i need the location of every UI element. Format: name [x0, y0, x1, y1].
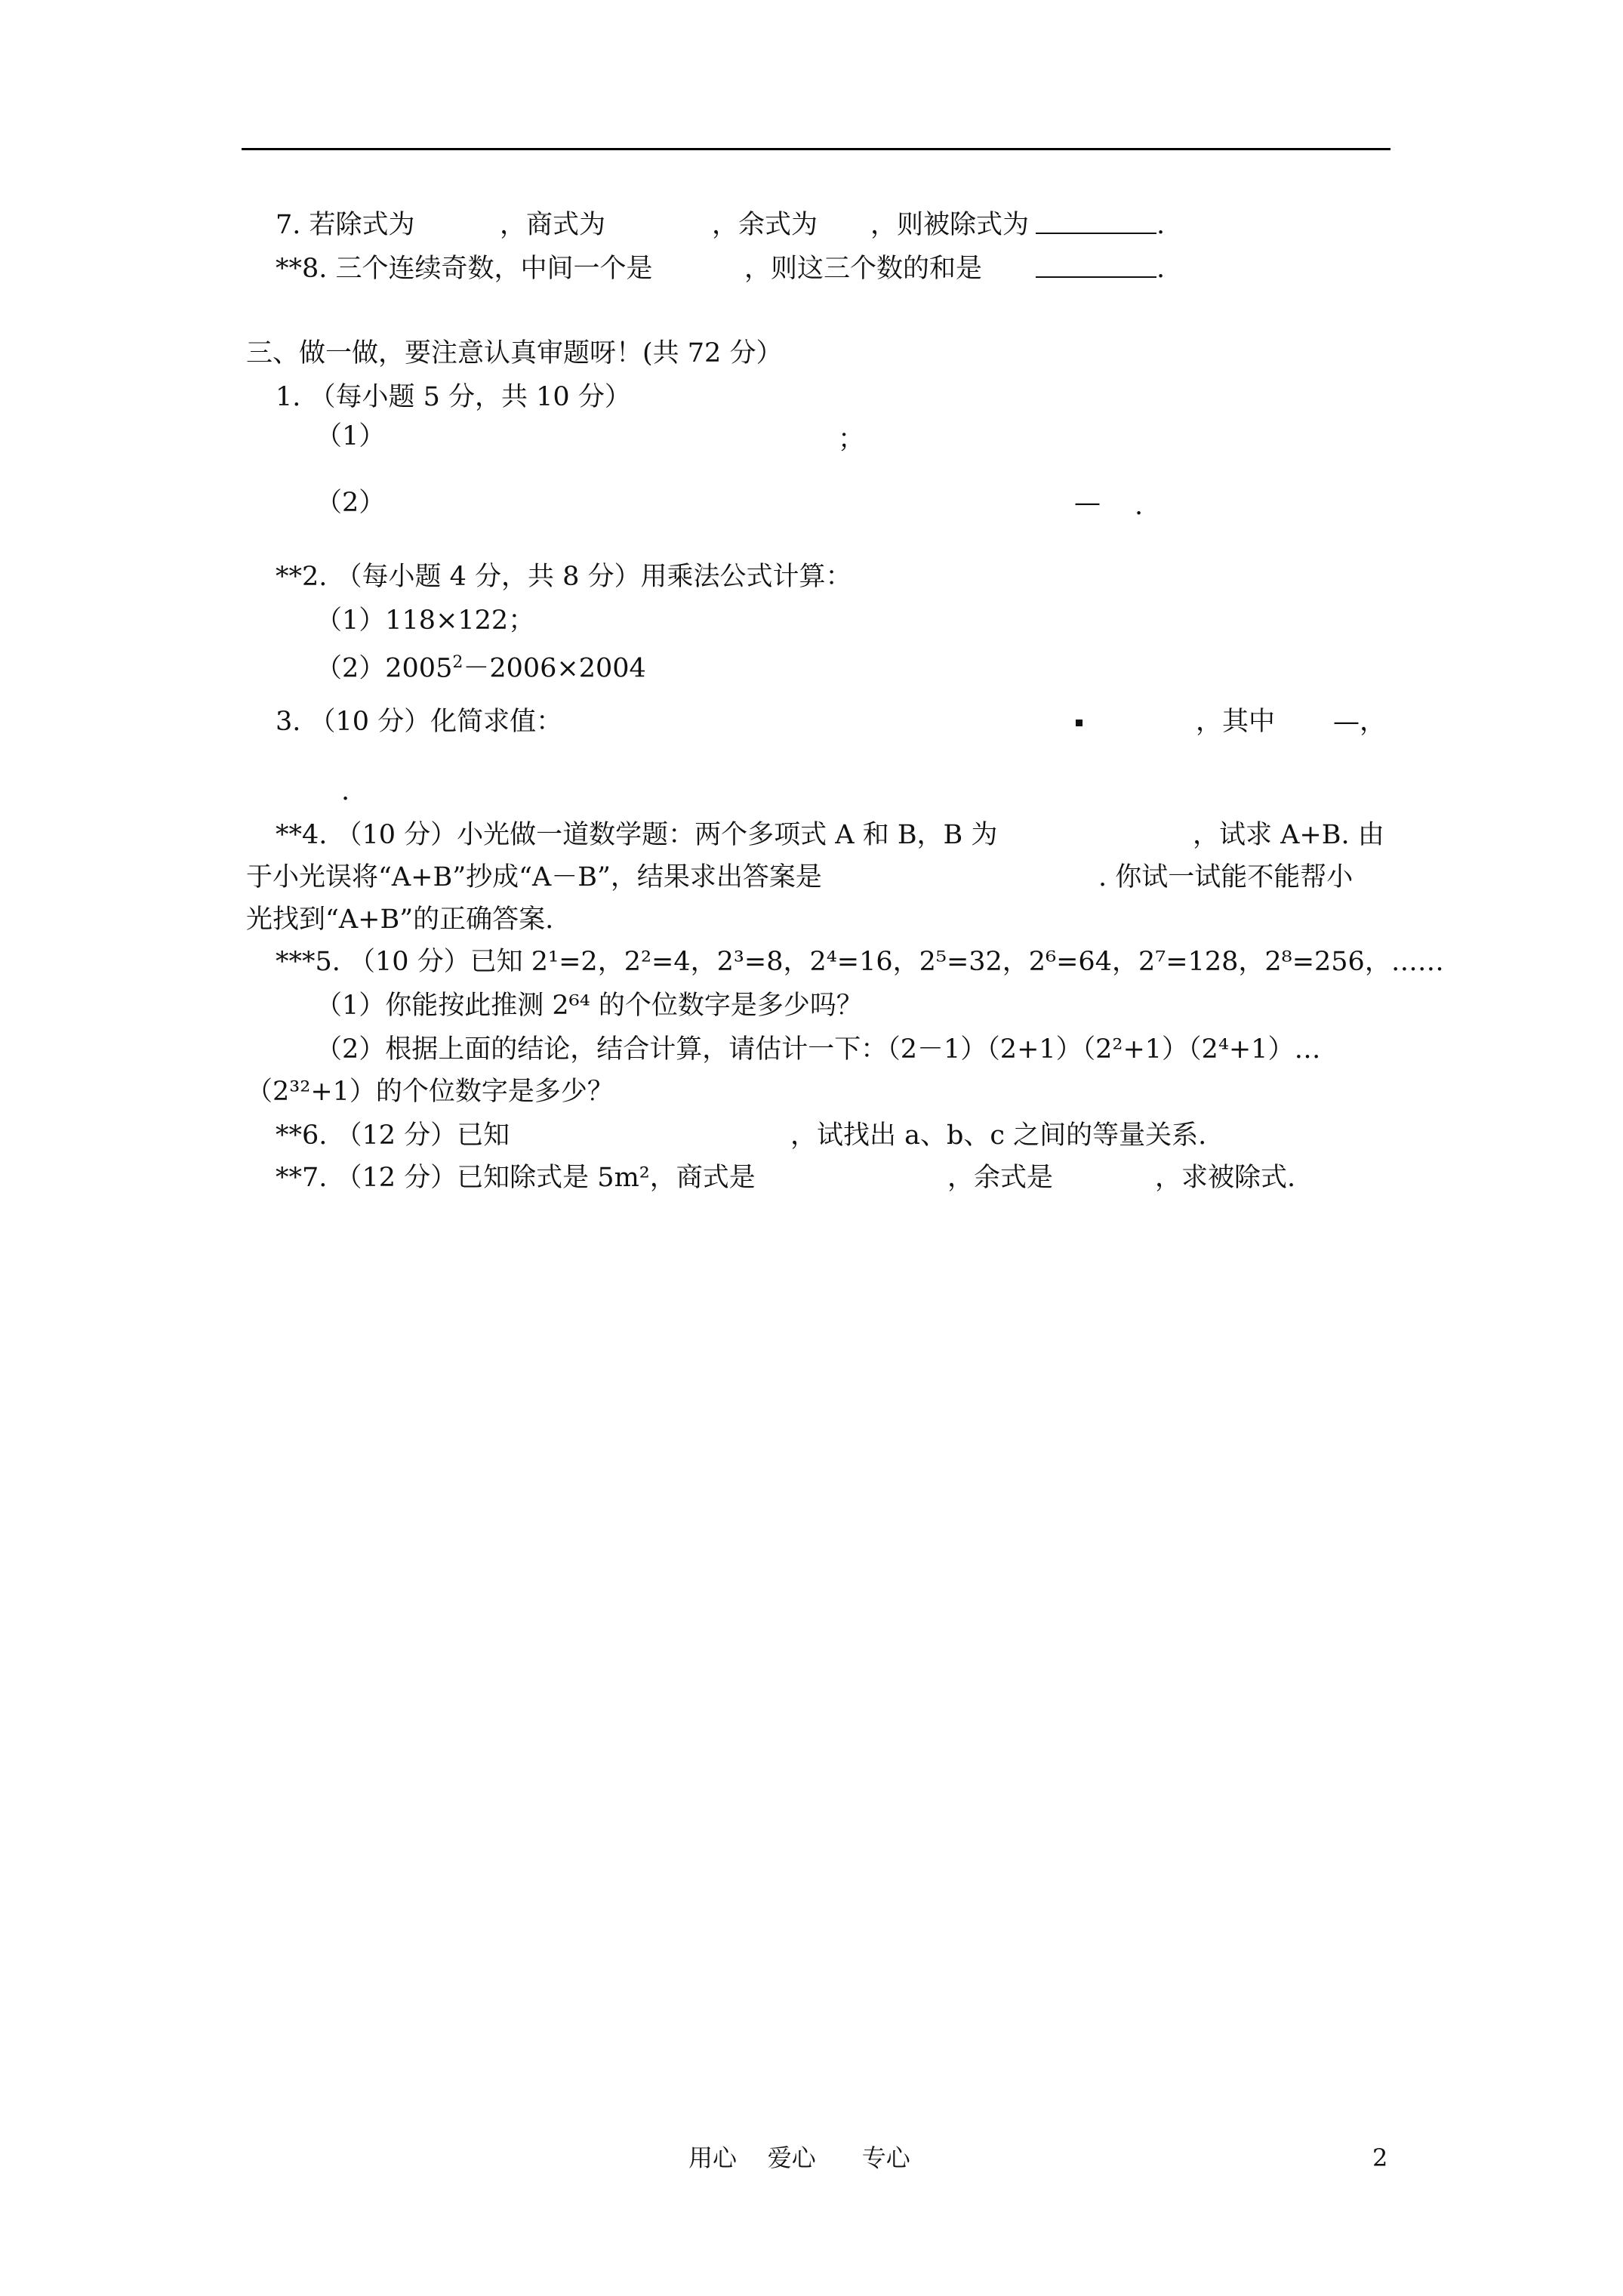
q6-a: **6. （12 分）已知	[276, 1120, 510, 1151]
q3-minus: —，	[1333, 707, 1387, 737]
q5-sub2-line2: （2³²+1）的个位数字是多少？	[246, 1077, 614, 1107]
q8-part2: ，则这三个数的和是	[744, 254, 983, 284]
q7-b: ，余式是	[947, 1163, 1054, 1193]
q7-part2: ，商式为	[500, 210, 606, 240]
q5-sub2-line1: （2）根据上面的结论，结合计算，请估计一下：（2－1）（2+1）（2²+1）（2⁴+1）…	[316, 1034, 1321, 1065]
q4-line3: 光找到“A+B”的正确答案.	[246, 905, 554, 935]
q7-a: **7. （12 分）已知除式是 5m²，商式是	[276, 1163, 756, 1193]
q1-sub2-minus: —	[1074, 488, 1101, 518]
q4-line2-b: . 你试一试能不能帮小	[1098, 862, 1354, 892]
q8-answer-blank[interactable]	[1036, 252, 1156, 286]
q4-line1-b: ，试求 A+B. 由	[1193, 820, 1384, 850]
q1-sub1-end: ；	[838, 424, 865, 455]
q8-part1: **8. 三个连续奇数，中间一个是	[276, 254, 653, 284]
q7-answer-blank[interactable]	[1036, 208, 1156, 242]
q7-part3: ，余式为	[712, 210, 818, 240]
q3-mid: ，其中	[1196, 707, 1276, 737]
q7-part4: ，则被除式为	[870, 210, 1030, 240]
multiplication-dot	[1076, 720, 1083, 726]
q2-sub1: （1）118×122；	[316, 606, 535, 636]
q2-title: **2. （每小题 4 分，共 8 分）用乘法公式计算：	[276, 562, 852, 592]
q5-title: ***5. （10 分）已知 2¹=2，2²=4，2³=8，2⁴=16，2⁵=32，2⁶=64，2⁷=128，2⁸=256，……	[276, 947, 1444, 977]
footer-motto: 用心 爱心 专心	[688, 2143, 910, 2172]
header-rule	[242, 148, 1390, 150]
q1-sub2-label: （2）	[316, 488, 386, 518]
q4-line2-a: 于小光误将“A+B”抄成“A－B”，结果求出答案是	[246, 862, 822, 892]
q8-end: .	[1156, 254, 1166, 284]
q7-part1: 7. 若除式为	[276, 210, 415, 240]
page-number: 2	[1372, 2143, 1388, 2172]
q7-c: ，求被除式.	[1155, 1163, 1296, 1193]
q1-sub2-end: .	[1135, 491, 1144, 521]
q2-sub2: $(2)2005^2-2006\times 2004$	[316, 653, 646, 684]
section3-heading: 三、做一做，要注意认真审题呀！(共 72 分）	[246, 338, 783, 368]
q6-b: ，试找出 a、b、c 之间的等量关系.	[790, 1120, 1207, 1151]
q3-end: .	[341, 776, 350, 806]
q5-sub1: （1）你能按此推测 2⁶⁴ 的个位数字是多少吗？	[316, 991, 863, 1021]
q4-line1-a: **4. （10 分）小光做一道数学题：两个多项式 A 和 B，B 为	[276, 820, 998, 850]
q7-end: .	[1156, 210, 1166, 240]
q1-sub1-label: （1）	[316, 421, 386, 451]
q1-title: 1. （每小题 5 分，共 10 分）	[276, 382, 631, 412]
q3-title: 3. （10 分）化简求值：	[276, 707, 563, 737]
